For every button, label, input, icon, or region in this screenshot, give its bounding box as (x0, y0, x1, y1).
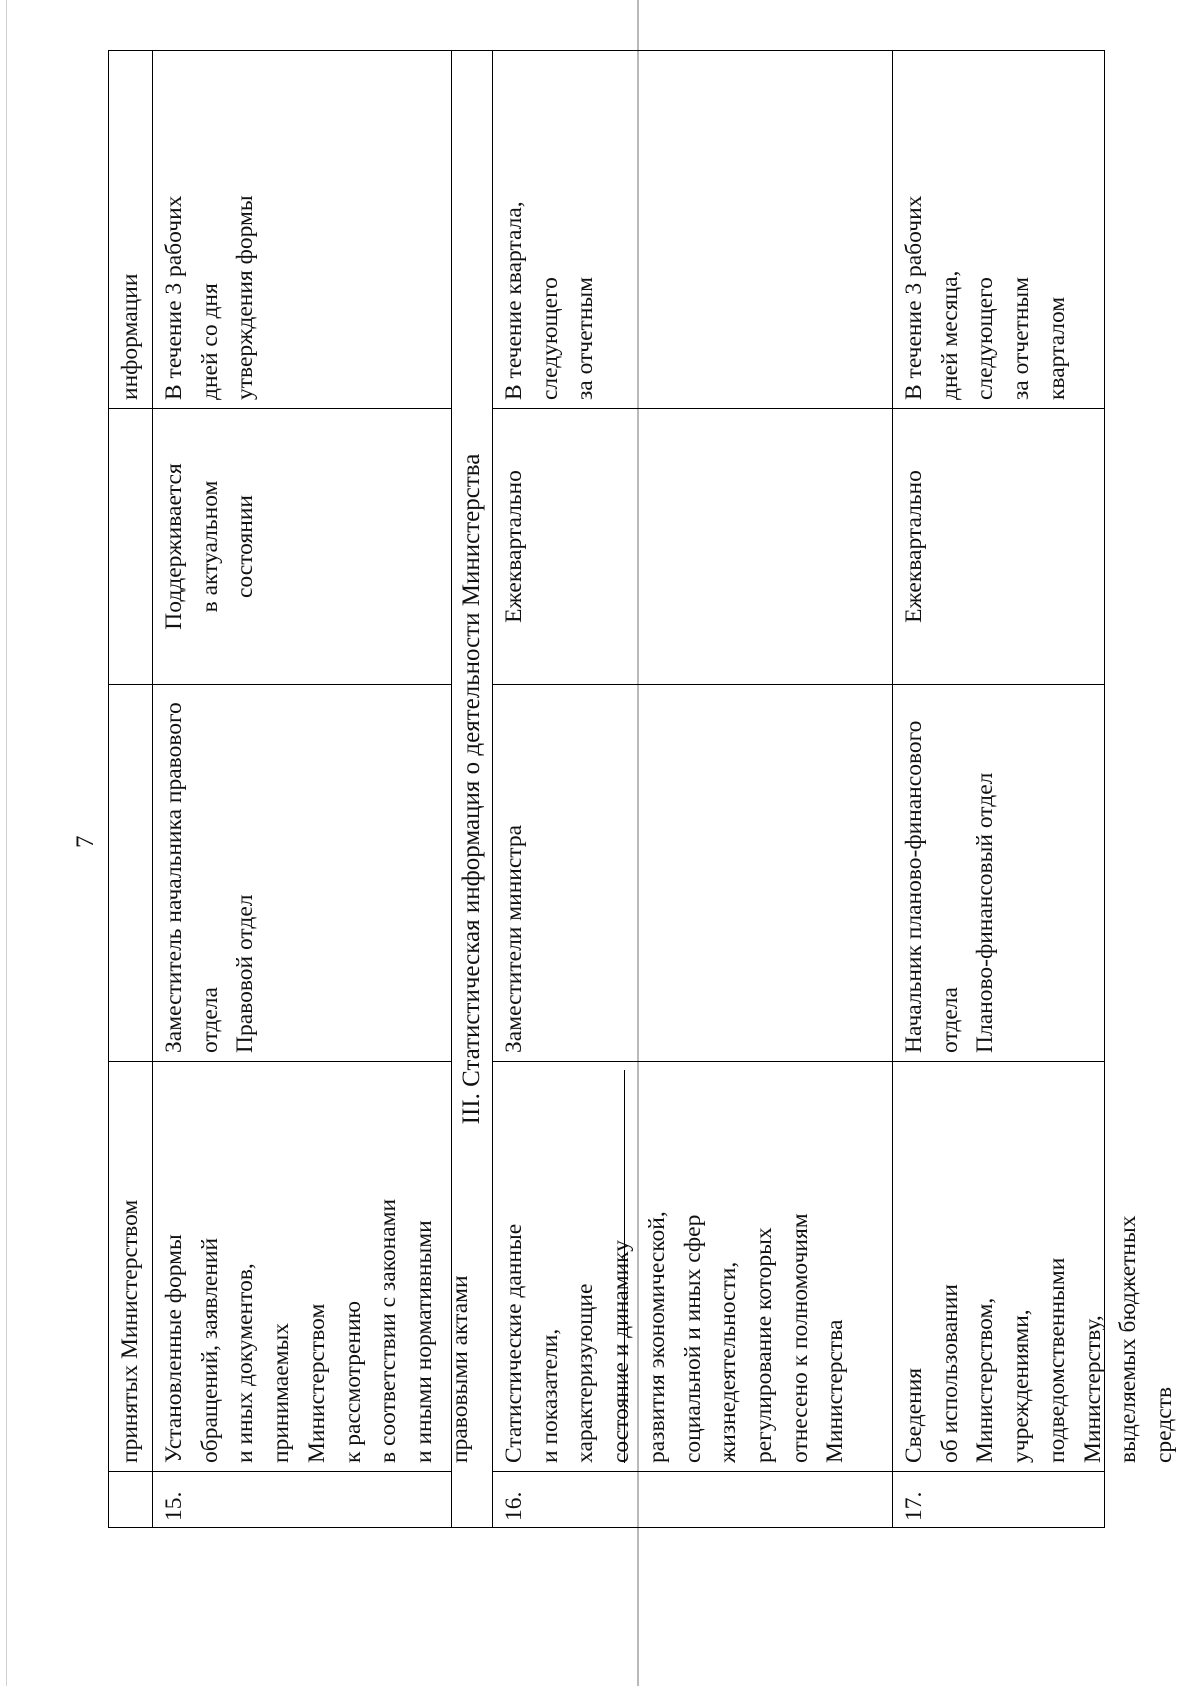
row-15-name (153, 1061, 473, 1471)
row-15-frequency-line: Поддерживается (161, 463, 187, 630)
row-17-responsible (893, 684, 1104, 1061)
row-17-responsible-line: Планово-финансовый отдел (972, 772, 999, 1053)
row-17-deadline-line: дней месяца, (936, 270, 963, 400)
row-17-name (893, 1061, 1178, 1471)
info-table (108, 50, 1178, 1528)
row-16-name-line: Статистические данные (501, 1223, 527, 1463)
row-16-name-line: жизнедеятельности, (715, 1261, 742, 1463)
row-15-name-line: правовыми актами (446, 1275, 473, 1463)
row-17-name-line: подведомственными (1043, 1257, 1070, 1463)
row-16-name-line: отнесено к полномочиям (786, 1213, 813, 1463)
row-15-responsible-line: Правовой отдел (232, 894, 259, 1053)
row-16-name-line: состояние и динамику (604, 1070, 640, 1463)
header-cont-deadline (109, 51, 153, 408)
header-cont-name-text: принятых Министерством (117, 1199, 143, 1463)
row-16-num: 16. (493, 1471, 893, 1527)
row-16-deadline-line: В течение квартала, (501, 201, 527, 400)
header-cont-frequency (109, 408, 153, 684)
row-17-frequency-line: Ежеквартально (901, 470, 927, 623)
row-15-name-line: Министерством (303, 1303, 330, 1463)
row-16-name-line: и показатели, (536, 1328, 563, 1463)
row-16-responsible (493, 684, 893, 1061)
row-17-responsible-line: Начальник планово-финансового (901, 720, 927, 1053)
row-15-name-line: в соответствии с законами (375, 1198, 402, 1463)
row-16-deadline-line: следующего (536, 277, 563, 400)
row-15-num: 15. (153, 1471, 452, 1527)
header-cont-name (109, 1061, 153, 1471)
row-17-name-line: Сведения (901, 1367, 927, 1463)
row-15-frequency (153, 408, 452, 684)
row-16-responsible-line: Заместители министра (501, 824, 527, 1053)
row-16-frequency (493, 408, 893, 684)
page-number: 7 (72, 835, 99, 848)
row-16-name-line: развития экономической, (643, 1211, 670, 1463)
row-15-name-line: к рассмотрению (339, 1300, 366, 1463)
row-16-deadline (493, 51, 893, 408)
row-15-responsible (153, 684, 452, 1061)
row-16-name-line: социальной и иных сфер (679, 1214, 706, 1463)
row-17-deadline-line: следующего (972, 277, 999, 400)
row-16-name-line: Министерства (822, 1319, 849, 1463)
row-15-deadline-line: В течение 3 рабочих (161, 195, 187, 400)
row-15-frequency-line: в актуальном (196, 480, 223, 613)
header-cont-deadline-text: информации (117, 273, 143, 400)
row-16-deadline-line: за отчетным (572, 276, 599, 400)
row-17-deadline-line: В течение 3 рабочих (901, 195, 927, 400)
row-17-num: 17. (893, 1471, 1104, 1527)
row-17-name-line: средств (1151, 1386, 1178, 1463)
section-title: III. Статистическая информация о деятельности Министерства (452, 51, 493, 1527)
row-16-name-line: регулирование которых (751, 1227, 778, 1463)
row-15-deadline-line: утверждения формы (232, 195, 259, 400)
row-15-name-line: обращений, заявлений (196, 1237, 223, 1463)
row-15-deadline-line: дней со дня (196, 283, 223, 400)
row-16-name (493, 1061, 893, 1471)
row-17-name-line: об использовании (936, 1284, 963, 1463)
row-17-name-line: Министерству, (1079, 1315, 1106, 1463)
row-15-responsible-line: отдела (196, 987, 223, 1053)
row-17-deadline-line: за отчетным (1008, 276, 1035, 400)
header-cont-responsible (109, 684, 153, 1061)
header-cont-num (109, 1471, 153, 1527)
row-17-frequency (893, 408, 1104, 684)
row-17-name-line: Министерством, (972, 1297, 999, 1463)
row-17-responsible-line: отдела (936, 987, 963, 1053)
row-15-deadline (153, 51, 452, 408)
row-15-name-line: и иными нормативными (411, 1220, 438, 1463)
row-15-name-line: и иных документов, (232, 1263, 259, 1463)
row-16-name-line: характеризующие (572, 1283, 599, 1463)
row-15-frequency-line: состоянии (232, 495, 259, 598)
row-17-deadline (893, 51, 1104, 408)
row-17-name-line: учреждениями, (1008, 1309, 1035, 1463)
row-15-responsible-line: Заместитель начальника правового (161, 702, 187, 1053)
row-15-name-line: Установленные формы (161, 1234, 187, 1463)
row-17-name-line: выделяемых бюджетных (1115, 1215, 1142, 1463)
row-17-deadline-line: кварталом (1043, 296, 1070, 400)
row-16-frequency-line: Ежеквартально (501, 470, 527, 623)
row-15-name-line: принимаемых (268, 1322, 295, 1463)
